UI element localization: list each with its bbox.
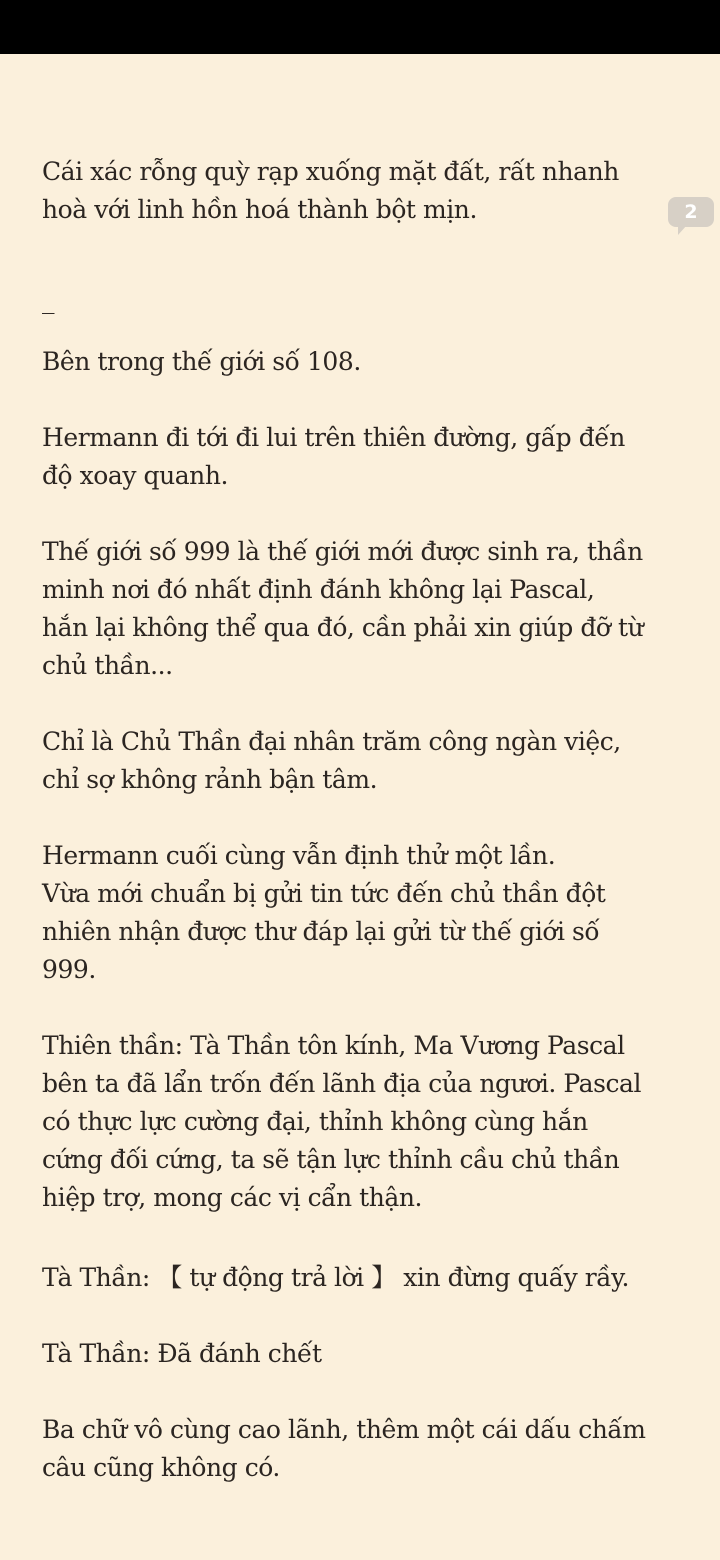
paragraph-4: Hermann đi tới đi lui trên thiên đường, gấp đến độ xoay quanh.	[42, 423, 625, 490]
paragraph-7: Hermann cuối cùng vẫn định thử một lần. Vừa mới chuẩn bị gửi tin tức đến chủ thần đột nhiên nhận được thư đáp lại gửi từ thế giới số 999.	[42, 841, 606, 984]
paragraph-3: Bên trong thế giới số 108.	[42, 347, 361, 376]
paragraph-6: Chỉ là Chủ Thần đại nhân trăm công ngàn việc, chỉ sợ không rảnh bận tâm.	[42, 727, 621, 794]
comment-count-badge[interactable]	[668, 197, 714, 229]
comment-count: 2	[684, 201, 698, 223]
paragraph-9: Tà Thần: 【 tự động trả lời 】 xin đừng quấy rầy.	[42, 1263, 629, 1292]
paragraph-2-separator: _	[42, 285, 55, 314]
paragraph-10: Tà Thần: Đã đánh chết	[42, 1339, 322, 1368]
paragraph-8: Thiên thần: Tà Thần tôn kính, Ma Vương Pascal bên ta đã lẩn trốn đến lãnh địa của ngươi. Pascal có thực lực cường đại, thỉnh không cùng hắn cứng đối cứng, ta sẽ tận lực thỉnh cầu chủ thần hiệp trợ, mong các vị cẩn thận.	[42, 1031, 642, 1212]
reader-page[interactable]	[0, 54, 720, 1560]
paragraph-5: Thế giới số 999 là thế giới mới được sinh ra, thần minh nơi đó nhất định đánh không lại Pascal, hắn lại không thể qua đó, cần phải xin giúp đỡ từ chủ thần...	[42, 537, 644, 680]
status-bar	[0, 0, 720, 54]
paragraph-11: Ba chữ vô cùng cao lãnh, thêm một cái dấu chấm câu cũng không có.	[42, 1415, 646, 1482]
paragraph-1: Cái xác rỗng quỳ rạp xuống mặt đất, rất nhanh hoà với linh hồn hoá thành bột mịn.	[42, 157, 619, 224]
